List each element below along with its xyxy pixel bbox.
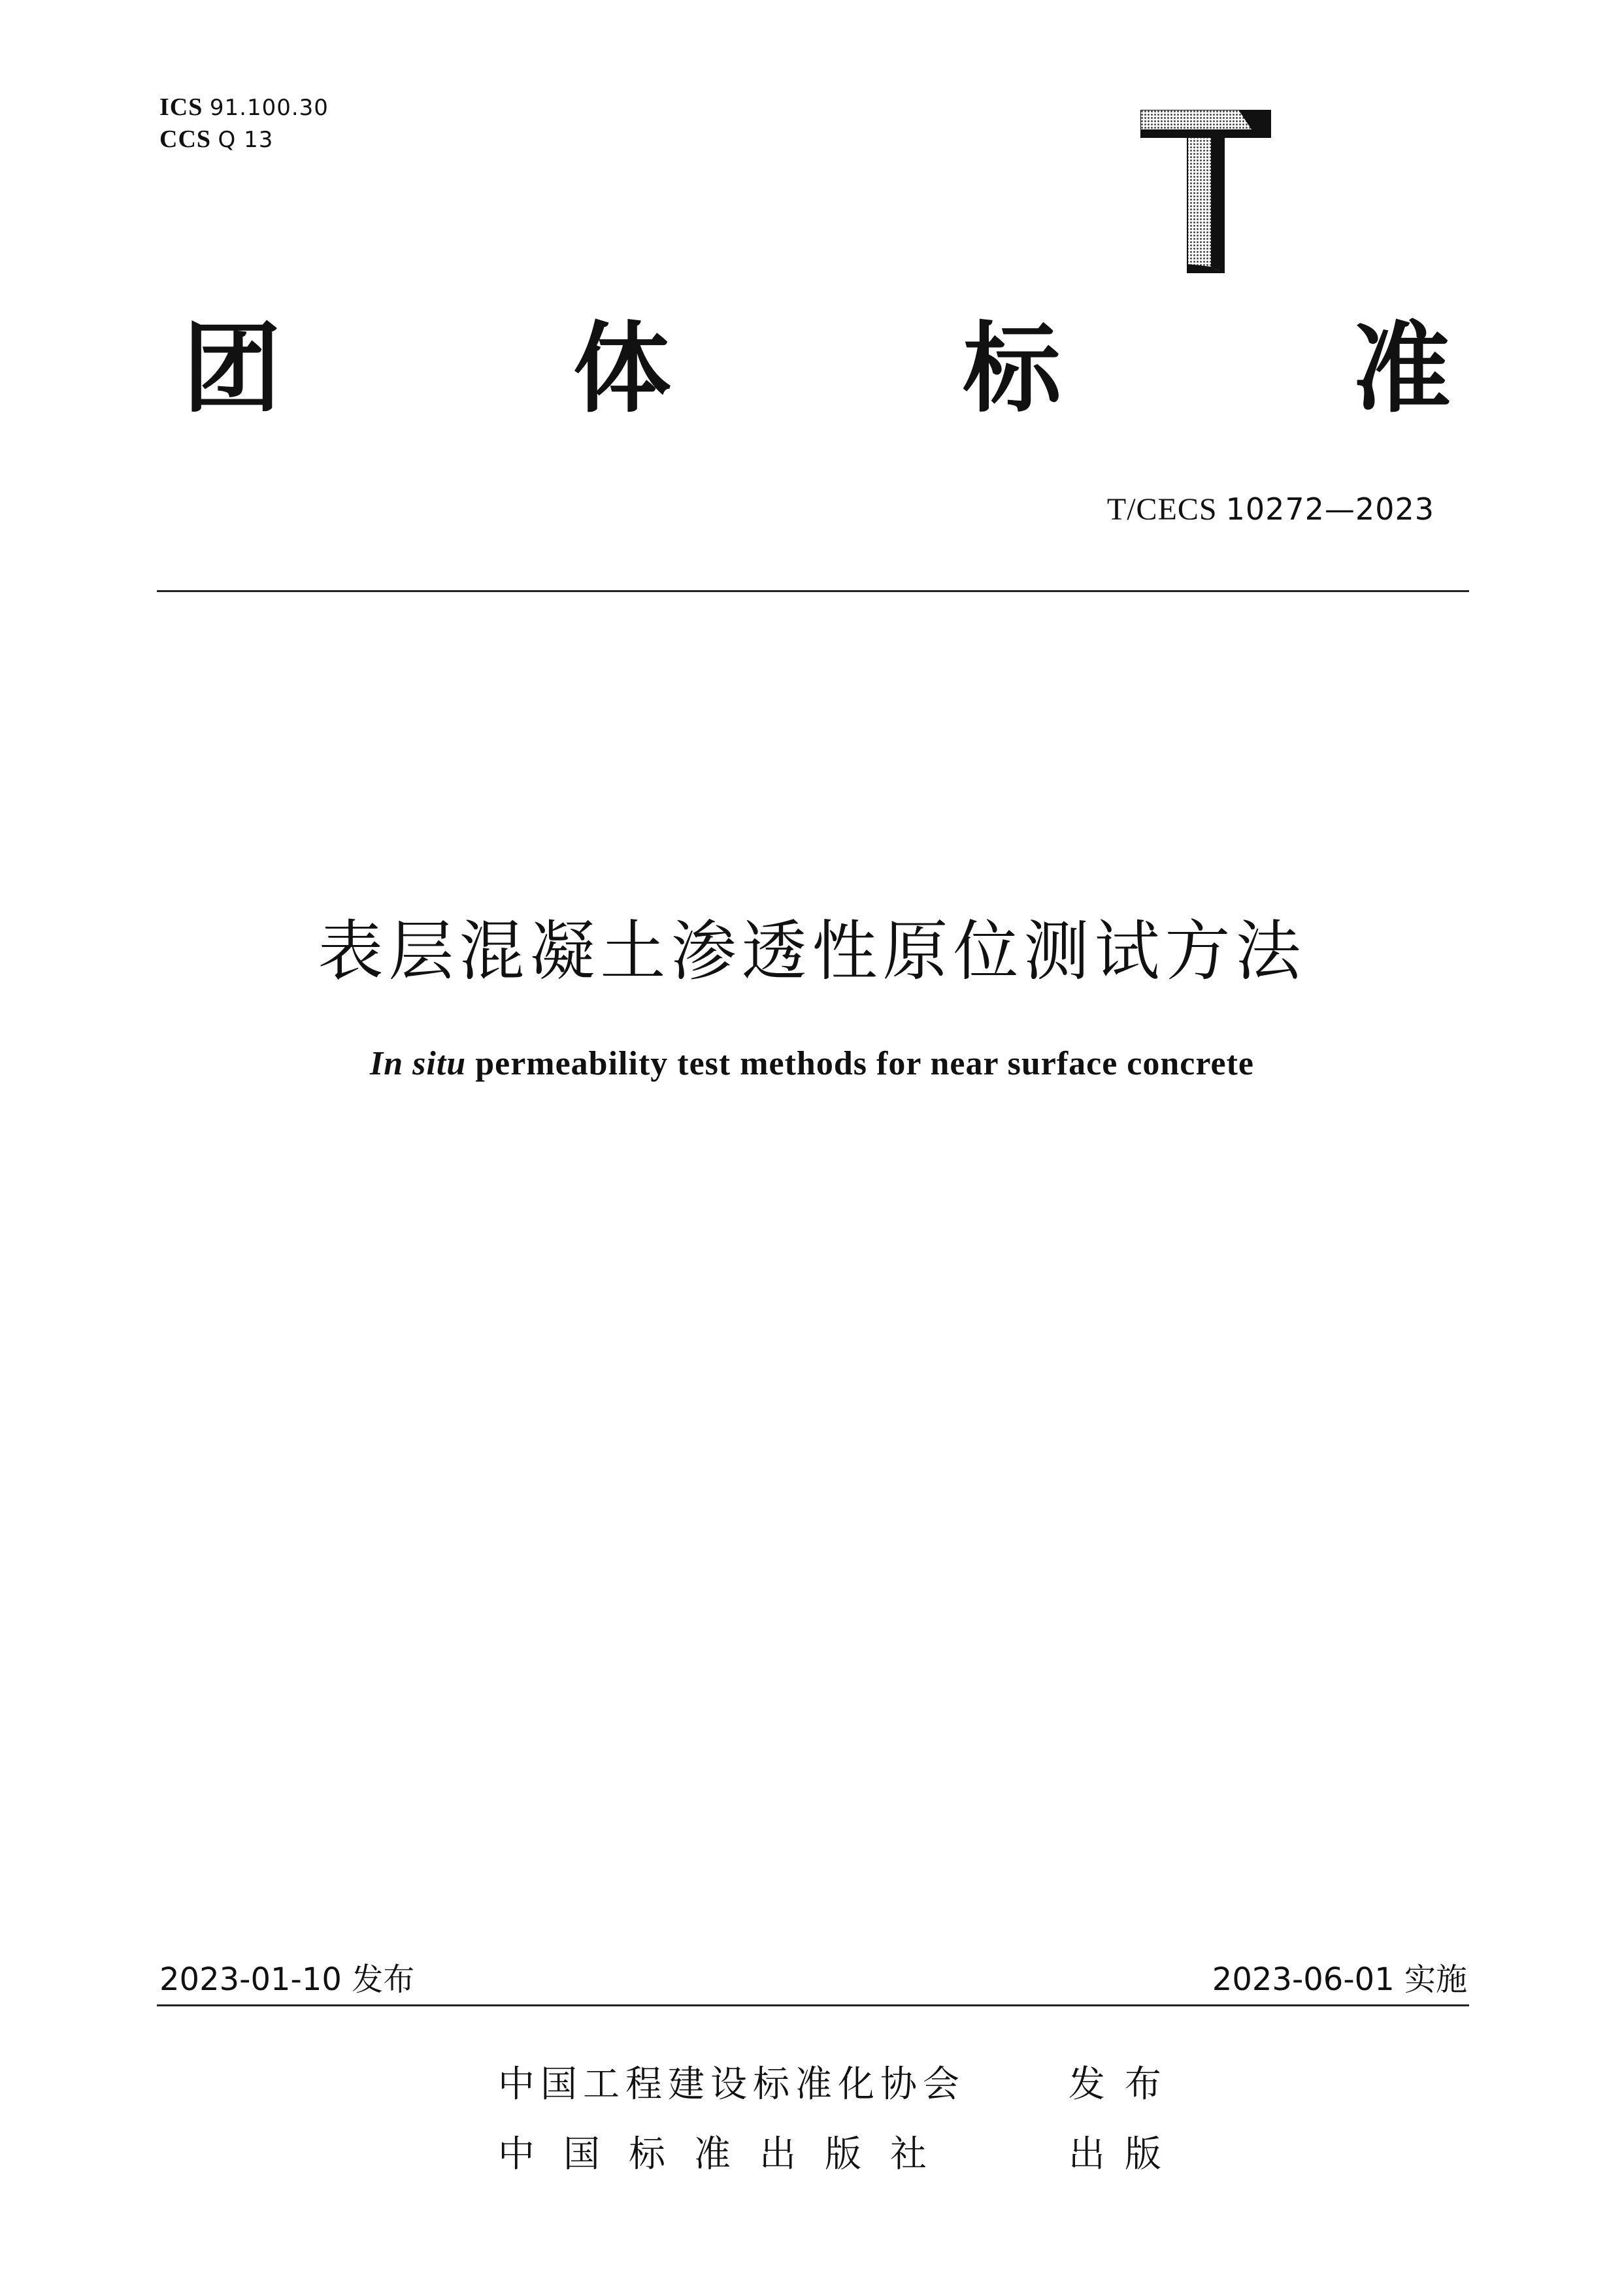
ics-value: 91.100.30 bbox=[209, 95, 329, 121]
heading-char-1: 团 bbox=[183, 312, 282, 426]
classification-codes bbox=[159, 91, 329, 156]
printer-org: 中国标准出版社 bbox=[498, 2133, 955, 2176]
bottom-divider bbox=[157, 2004, 1469, 2006]
printer-row bbox=[498, 2125, 1181, 2178]
standard-code: 10272—2023 bbox=[1225, 491, 1434, 527]
ccs-code bbox=[159, 124, 329, 156]
ics-label: ICS bbox=[159, 93, 203, 121]
standard-t-logo-icon bbox=[1140, 110, 1271, 273]
heading-char-3: 标 bbox=[963, 312, 1061, 426]
publisher-org: 中国工程建设标准化协会 bbox=[498, 2063, 965, 2106]
publisher-action: 发布 bbox=[1068, 2063, 1181, 2106]
issue-date: 2023-01-10 发布 bbox=[159, 1961, 415, 1998]
effective-date: 2023-06-01 实施 bbox=[1212, 1961, 1467, 1998]
publisher-row bbox=[498, 2055, 1181, 2108]
standard-prefix: T/CECS bbox=[1106, 492, 1218, 527]
ccs-label: CCS bbox=[159, 125, 212, 153]
title-english bbox=[0, 1044, 1624, 1083]
heading-char-4: 准 bbox=[1352, 312, 1451, 426]
document-category-heading bbox=[183, 304, 1451, 435]
title-english-italic: In situ bbox=[369, 1045, 467, 1082]
title-english-rest: permeability test methods for near surface concrete bbox=[475, 1045, 1255, 1082]
title-chinese: 表层混凝土渗透性原位测试方法 bbox=[318, 913, 1306, 989]
ics-code bbox=[159, 91, 329, 124]
printer-action: 出版 bbox=[1068, 2133, 1181, 2176]
heading-char-2: 体 bbox=[572, 312, 671, 426]
ccs-value: Q 13 bbox=[218, 127, 274, 153]
top-divider bbox=[157, 590, 1469, 592]
standard-number bbox=[1107, 491, 1434, 527]
